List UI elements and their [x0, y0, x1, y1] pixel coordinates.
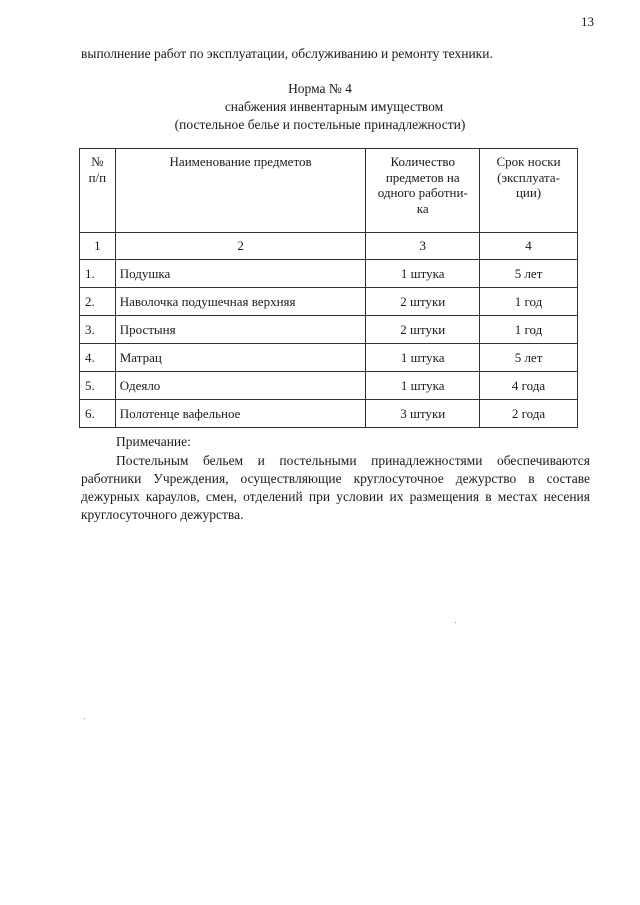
- table-header-row: [80, 149, 578, 233]
- row-qty: 2 штуки: [366, 316, 480, 344]
- row-num: 1.: [80, 260, 116, 288]
- row-num: 5.: [80, 372, 116, 400]
- note-title: Примечание:: [116, 434, 191, 449]
- row-name: Матрац: [115, 344, 366, 372]
- column-number: 4: [480, 233, 578, 260]
- row-qty: 2 штуки: [366, 288, 480, 316]
- row-term: 4 года: [480, 372, 578, 400]
- scan-speck: [455, 622, 456, 623]
- column-number-row: [80, 233, 578, 260]
- norm-table: [79, 148, 578, 428]
- row-name: Простыня: [115, 316, 366, 344]
- row-term: 1 год: [480, 316, 578, 344]
- header-num-line: №: [91, 154, 104, 169]
- row-qty: 1 штука: [366, 344, 480, 372]
- page-number: 13: [581, 14, 594, 29]
- norm-title: Норма № 4: [288, 81, 352, 96]
- row-name: Наволочка подушечная верхняя: [115, 288, 366, 316]
- header-num: [80, 149, 116, 233]
- table-row: [80, 400, 578, 428]
- row-name: Подушка: [115, 260, 366, 288]
- row-num: 3.: [80, 316, 116, 344]
- row-qty: 1 штука: [366, 260, 480, 288]
- scan-speck: [84, 718, 85, 719]
- row-num: 6.: [80, 400, 116, 428]
- row-term: 5 лет: [480, 344, 578, 372]
- header-term-line: Срок носки: [496, 154, 561, 169]
- row-num: 4.: [80, 344, 116, 372]
- table-row: [80, 344, 578, 372]
- table-row: [80, 316, 578, 344]
- header-quantity: [366, 149, 480, 233]
- column-number: 2: [115, 233, 366, 260]
- row-name: Одеяло: [115, 372, 366, 400]
- column-number: 1: [80, 233, 116, 260]
- header-num-line: п/п: [88, 169, 107, 185]
- row-term: 2 года: [480, 400, 578, 428]
- column-number: 3: [366, 233, 480, 260]
- row-num: 2.: [80, 288, 116, 316]
- table-row: [80, 372, 578, 400]
- header-qty-line: предметов на: [385, 169, 460, 185]
- norm-heading: [0, 80, 640, 134]
- header-term-line: (эксплуата-: [497, 169, 560, 185]
- row-term: 1 год: [480, 288, 578, 316]
- intro-line: выполнение работ по эксплуатации, обслуживанию и ремонту техники.: [81, 46, 493, 61]
- header-qty-line: Количество: [390, 154, 455, 169]
- header-qty-line: ка: [416, 200, 429, 216]
- row-term: 5 лет: [480, 260, 578, 288]
- table-row: [80, 260, 578, 288]
- note-text: Постельным бельем и постельными принадлежностями обеспечиваются работники Учреждения, осуществляющие круглосуточное дежурство в составе дежурных караулов, смен, отделений при условии их размещения в местах несения круглосуточного дежурства.: [81, 453, 590, 522]
- norm-subtitle: снабжения инвентарным имуществом: [224, 99, 444, 114]
- table-row: [80, 288, 578, 316]
- row-qty: 3 штуки: [366, 400, 480, 428]
- header-term: [480, 149, 578, 233]
- row-name: Полотенце вафельное: [115, 400, 366, 428]
- header-name: Наименование предметов: [115, 149, 366, 233]
- norm-subtitle-paren: (постельное белье и постельные принадлежности): [174, 117, 466, 132]
- row-qty: 1 штука: [366, 372, 480, 400]
- header-qty-line: одного работни-: [377, 185, 468, 200]
- header-term-line: ции): [515, 185, 542, 200]
